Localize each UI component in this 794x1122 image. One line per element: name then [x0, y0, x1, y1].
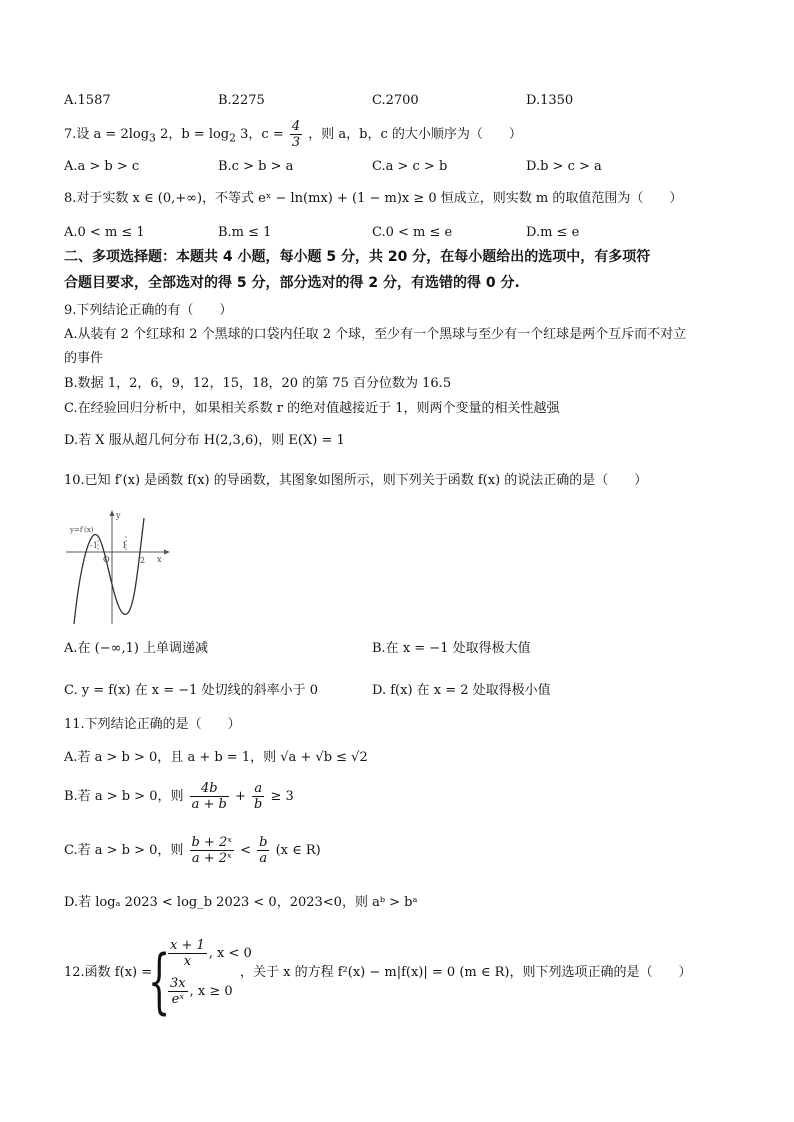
q11-c-fraction-2 — [257, 835, 269, 866]
q12-piece-2 — [166, 976, 233, 1007]
q6-option-d: D.1350 — [526, 93, 574, 108]
graph-origin-label: O — [103, 555, 110, 564]
frac-denominator: x — [183, 954, 192, 969]
q12-brace: { — [148, 940, 171, 1022]
q11-option-d: D.若 logₐ 2023 < log_b 2023 < 0，2023<0，则 aᵇ > bᵃ — [64, 895, 418, 910]
frac-numerator: b — [259, 835, 268, 850]
q7-option-b: B.c > b > a — [218, 159, 294, 174]
q7-stem-part: 2，b = log — [160, 127, 230, 142]
q6-option-b: B.2275 — [218, 93, 265, 108]
graph-y-label: y — [116, 511, 121, 520]
q12-stem: ，关于 x 的方程 f²(x) − m|f(x)| = 0 (m ∈ R)，则下列选项正确的是（ ） — [240, 965, 692, 980]
frac-denominator: 3 — [291, 135, 301, 150]
q10-stem: 10.已知 f′(x) 是函数 f(x) 的导函数，其图象如图所示，则下列关于函数 f(x) 的说法正确的是（ ） — [64, 473, 648, 488]
q10-option-d: D. f(x) 在 x = 2 处取得极小值 — [372, 683, 551, 698]
q11-stem: 11.下列结论正确的是（ ） — [64, 717, 241, 732]
q9-stem: 9.下列结论正确的有（ ） — [64, 303, 233, 318]
q11-option-a: A.若 a > b > 0，且 a + b = 1，则 √a + √b ≤ √2 — [64, 750, 368, 765]
graph-tick-minus1: -1 — [90, 541, 98, 550]
q12-piece-2-fraction — [168, 976, 188, 1007]
frac-denominator: a + 2ˣ — [191, 851, 232, 866]
graph-tick-2: 2 — [140, 556, 146, 565]
q11-c-fraction-1 — [190, 835, 234, 866]
q12-piece-2-condition: , x ≥ 0 — [189, 984, 233, 999]
q8-option-b: B.m ≤ 1 — [218, 225, 272, 240]
frac-denominator: a — [259, 851, 268, 866]
q11-b-operator: + — [235, 789, 246, 804]
graph-y-arrow — [110, 510, 115, 516]
graph-func-label: y=f′(x) — [70, 526, 94, 534]
q7-stem-part: ，则 a，b，c 的大小顺序为（ ） — [308, 127, 522, 142]
q9-option-d: D.若 X 服从超几何分布 H(2,3,6)，则 E(X) = 1 — [64, 433, 345, 448]
q11-b-text: ≥ 3 — [270, 789, 294, 804]
q11-option-c — [64, 834, 321, 868]
frac-numerator: 4 — [291, 119, 301, 134]
derivative-graph — [64, 506, 174, 626]
q7-option-c: C.a > c > b — [372, 159, 448, 174]
frac-numerator: 4b — [190, 781, 229, 797]
frac-numerator: x + 1 — [170, 938, 205, 953]
q7-stem-part: 3，c = — [240, 127, 284, 142]
q7-fraction — [290, 119, 302, 150]
q7-option-a: A.a > b > c — [64, 159, 140, 174]
q7-subscript: 2 — [229, 131, 237, 145]
graph-x-arrow — [164, 550, 170, 555]
graph-tick-1: 1 — [122, 541, 128, 550]
q9-option-b: B.数据 1，2，6，9，12，15，18，20 的第 75 百分位数为 16.5 — [64, 376, 452, 391]
q7-stem — [64, 118, 522, 156]
q8-option-a: A.0 < m ≤ 1 — [64, 225, 145, 240]
frac-numerator: b + 2ˣ — [191, 835, 232, 850]
q7-stem-part: 7.设 a = 2log — [64, 127, 150, 142]
q10-option-c: C. y = f(x) 在 x = −1 处切线的斜率小于 0 — [64, 683, 318, 698]
q6-option-c: C.2700 — [372, 93, 419, 108]
frac-numerator: 3x — [170, 976, 186, 991]
q9-option-a: A.从装有 2 个红球和 2 个黑球的口袋内任取 2 个球，至少有一个黑球与至少有一个红球是两个互斥而不对立 — [64, 327, 687, 342]
q7-option-d: D.b > c > a — [526, 159, 602, 174]
q12-piece-1 — [166, 938, 252, 969]
q8-option-c: C.0 < m ≤ e — [372, 225, 453, 240]
graph-x-label: x — [157, 555, 162, 564]
q6-option-a: A.1587 — [64, 93, 111, 108]
section2-heading-line1: 二、多项选择题：本题共 4 小题，每小题 5 分，共 20 分，在每小题给出的选项中，有多项符 — [64, 249, 651, 265]
section2-heading-line2: 合题目要求，全部选对的得 5 分，部分选对的得 2 分，有选错的得 0 分. — [64, 275, 520, 291]
frac-denominator: b — [254, 797, 263, 812]
q11-b-text: B.若 a > b > 0，则 — [64, 789, 184, 804]
q11-c-text: C.若 a > b > 0，则 — [64, 843, 184, 858]
q9-option-c: C.在经验回归分析中，如果相关系数 r 的绝对值越接近于 1，则两个变量的相关性越强 — [64, 401, 560, 416]
q11-b-fraction-2 — [252, 781, 264, 812]
q12-label: 12.函数 f(x) = — [64, 965, 153, 980]
q10-option-a: A.在 (−∞,1) 上单调递减 — [64, 641, 209, 656]
q12-piece-1-condition: , x < 0 — [208, 946, 252, 961]
q11-c-text: (x ∈ R) — [275, 843, 321, 858]
q11-c-operator: < — [240, 843, 251, 858]
q8-stem: 8.对于实数 x ∈ (0,+∞)，不等式 eˣ − ln(mx) + (1 − m)x ≥ 0 恒成立，则实数 m 的取值范围为（ ） — [64, 191, 683, 206]
frac-denominator: a + b — [191, 797, 227, 812]
q7-subscript: 3 — [149, 131, 156, 145]
frac-denominator: eˣ — [171, 992, 184, 1007]
q9-option-a-cont: 的事件 — [64, 351, 104, 366]
q10-option-b: B.在 x = −1 处取得极大值 — [372, 641, 531, 656]
q12-piece-1-fraction — [168, 938, 207, 969]
q8-option-d: D.m ≤ e — [526, 225, 580, 240]
q11-b-fraction-1 — [190, 781, 229, 812]
frac-numerator: a — [252, 781, 264, 797]
q11-option-b — [64, 780, 294, 814]
